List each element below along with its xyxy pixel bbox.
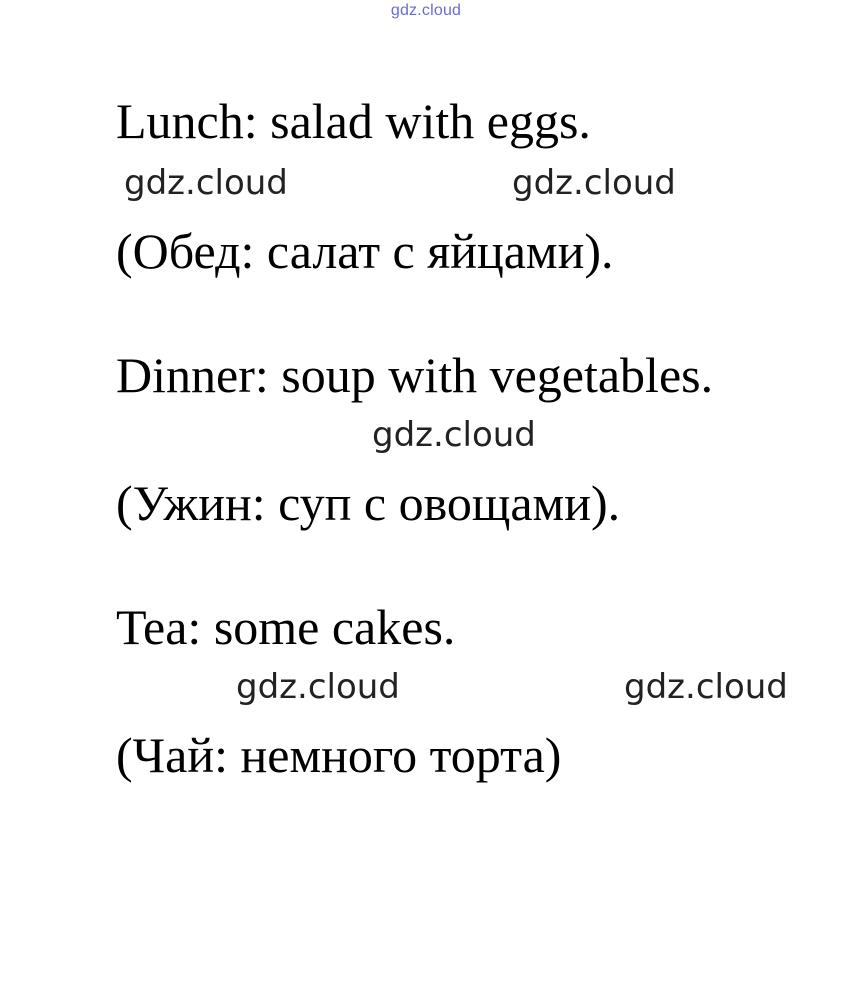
watermark-1: gdz.cloud <box>124 163 288 203</box>
lunch-translation-line: (Обед: салат с яйцами). <box>116 223 614 279</box>
lunch-line: Lunch: salad with eggs. <box>116 93 591 149</box>
tea-line: Tea: some cakes. <box>116 599 456 655</box>
dinner-line: Dinner: soup with vegetables. <box>116 347 714 403</box>
tea-translation-line: (Чай: немного торта) <box>116 727 562 783</box>
watermark-5: gdz.cloud <box>624 667 788 707</box>
watermark-4: gdz.cloud <box>236 667 400 707</box>
watermark-3: gdz.cloud <box>372 415 536 455</box>
dinner-translation-line: (Ужин: суп с овощами). <box>116 475 621 531</box>
watermark-2: gdz.cloud <box>512 163 676 203</box>
header-watermark: gdz.cloud <box>390 2 462 19</box>
